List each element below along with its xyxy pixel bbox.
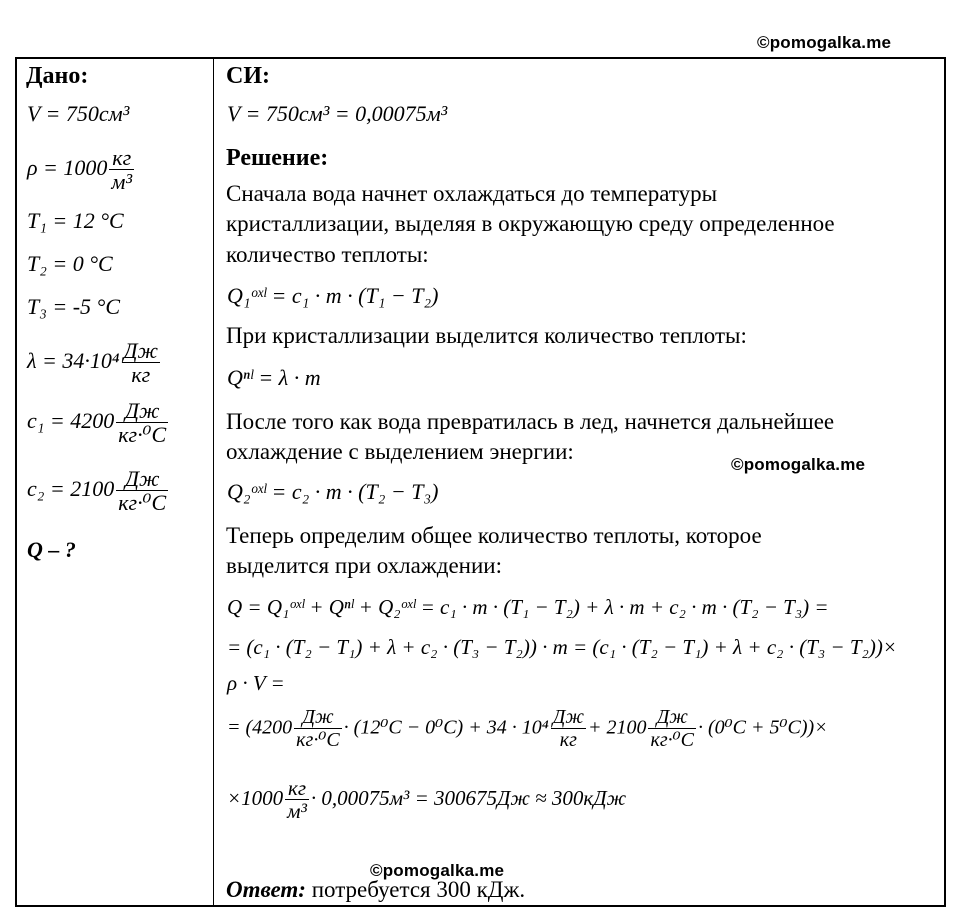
c2-value: c₂ = 2100 (27, 476, 115, 502)
formula-crystallization: Qⁿˡ = λ · m (227, 365, 321, 390)
eq5-unit (285, 777, 309, 823)
c2-unit (116, 467, 168, 515)
lambda-unit (122, 339, 160, 387)
eq4-unit-3-den: кг·⁰C (650, 729, 694, 751)
paragraph-4-line-1: Теперь определим общее количество теплоты, которое (226, 523, 762, 548)
answer (226, 877, 525, 903)
watermark-top: ©pomogalka.me (757, 33, 892, 52)
solution-column (215, 59, 944, 905)
eq5-part-a: ×1000 (227, 785, 284, 810)
given-t1: T₁ = 12 °C (27, 208, 124, 233)
eq4-unit-3 (648, 707, 696, 751)
eq4-part-b: · (12⁰C − 0⁰C) + 34 · 10⁴ (343, 716, 549, 739)
answer-label: Ответ: (226, 877, 306, 902)
given-density (27, 146, 136, 194)
eq5-unit-num: кг (285, 777, 309, 800)
c2-unit-den: кг·⁰C (118, 490, 167, 516)
eq4-unit-2 (551, 707, 586, 751)
paragraph-3-line-1: После того как вода превратилась в лед, начнется дальнейшее (226, 409, 835, 434)
eq4-part-d: · (0⁰C + 5⁰C))× (698, 716, 828, 739)
c1-unit-den: кг·⁰C (118, 422, 167, 448)
eq4-part-c: + 2100 (587, 716, 647, 739)
eq5-unit-den: м³ (287, 799, 307, 824)
paragraph-1-line-3: количество теплоты: (226, 242, 429, 267)
eq4-unit-3-num: Дж (648, 707, 696, 729)
given-volume: V = 750см³ (27, 101, 130, 126)
given-t2: T₂ = 0 °C (27, 251, 113, 276)
eq4-unit-1-num: Дж (294, 707, 342, 729)
eq4-unit-2-den: кг (559, 729, 577, 751)
eq4-unit-2-num: Дж (552, 706, 584, 728)
paragraph-2: При кристаллизации выделится количество теплоты: (226, 323, 747, 348)
c1-unit (116, 399, 168, 447)
si-header: СИ: (226, 63, 270, 89)
column-divider (213, 59, 214, 905)
formula-cooling-water: Q₁ᵒˣˡ = c₁ · m · (T₁ − T₂) (227, 283, 439, 308)
paragraph-1-line-2: кристаллизации, выделяя в окружающую среду определенное (226, 211, 835, 236)
equation-line-1: Q = Q₁ᵒˣˡ + Qⁿˡ + Q₂ᵒˣˡ = c₁ · m · (T₁ − T₂) + λ · m + c₂ · m · (T₂ − T₃) = (227, 595, 829, 619)
paragraph-3-line-2: охлаждение с выделением энергии: (226, 439, 574, 464)
solution-header: Решение: (226, 145, 329, 171)
equation-line-5 (227, 777, 626, 823)
given-lambda (27, 339, 162, 387)
lambda-unit-den: кг (131, 362, 151, 388)
density-value: ρ = 1000 (27, 155, 108, 181)
eq5-part-b: · 0,00075м³ = 300675Дж ≈ 300кДж (310, 785, 627, 810)
answer-text: потребуется 300 кДж. (311, 877, 526, 902)
c1-value: c₁ = 4200 (27, 408, 115, 434)
formula-cooling-ice: Q₂ᵒˣˡ = c₂ · m · (T₂ − T₃) (227, 479, 439, 504)
paragraph-1-line-1: Сначала вода начнет охлаждаться до температуры (226, 181, 718, 206)
lambda-unit-num: Дж (123, 338, 158, 363)
density-unit-num: кг (109, 146, 134, 170)
si-volume: V = 750см³ = 0,00075м³ (227, 101, 448, 126)
lambda-value: λ = 34·10⁴ (27, 348, 120, 374)
eq4-part-a: = (4200 (227, 716, 293, 739)
equation-line-2: = (c₁ · (T₂ − T₁) + λ + c₂ · (T₃ − T₂)) · m = (c₁ · (T₂ − T₁) + λ + c₂ · (T₃ − T₂))× (227, 635, 897, 659)
c1-unit-num: Дж (116, 399, 168, 423)
solution-table (15, 57, 946, 907)
density-unit (109, 146, 134, 194)
given-find: Q – ? (27, 537, 76, 562)
eq4-unit-1 (294, 707, 342, 751)
given-header: Дано: (26, 63, 89, 89)
equation-line-3: ρ · V = (227, 671, 285, 695)
given-c2 (27, 467, 170, 515)
c2-unit-num: Дж (116, 467, 168, 491)
given-c1 (27, 399, 170, 447)
density-unit-den: м³ (111, 169, 133, 195)
eq4-unit-1-den: кг·⁰C (296, 729, 340, 751)
given-t3: T₃ = -5 °C (27, 294, 121, 319)
watermark-middle: ©pomogalka.me (731, 455, 866, 474)
equation-line-4 (227, 707, 828, 751)
paragraph-4-line-2: выделится при охлаждении: (226, 553, 502, 578)
watermark-bottom: ©pomogalka.me (370, 861, 505, 880)
given-column (17, 59, 213, 905)
